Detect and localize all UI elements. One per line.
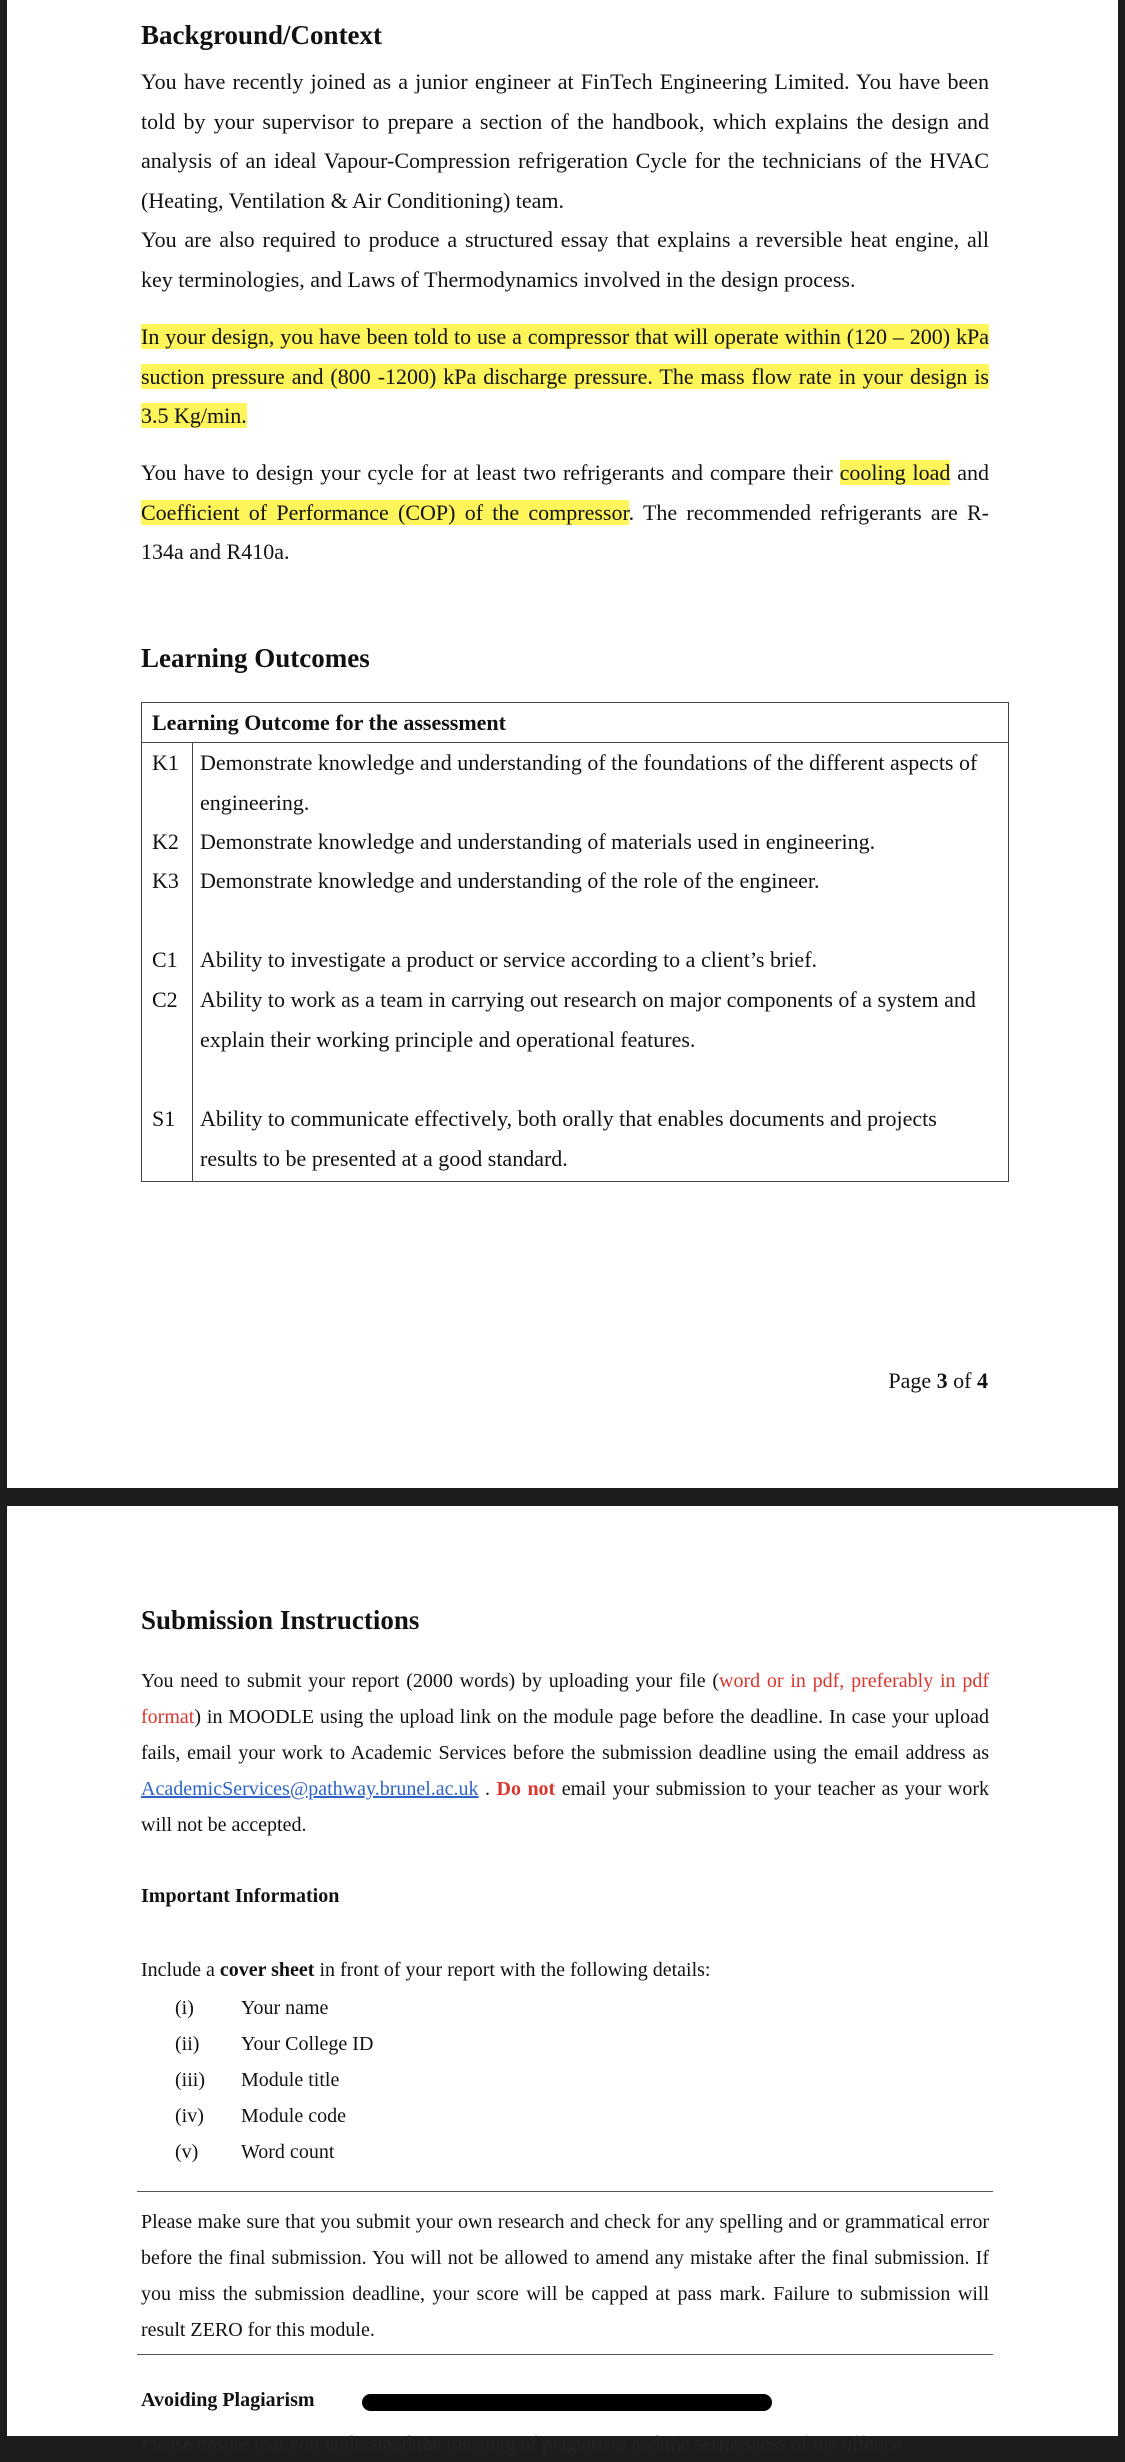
warning-do-not: Do not [496, 1778, 556, 1800]
cover-sheet-bold: cover sheet [219, 1959, 315, 1981]
outcome-text: Ability to investigate a product or service according to a client’s brief. [200, 947, 818, 972]
list-item: (ii) Your College ID [175, 2033, 374, 2055]
document-page-3 [7, 0, 1118, 1488]
submission-section [141, 1663, 989, 1843]
redaction-bar [362, 2394, 772, 2411]
submission-paragraph: You need to submit your report (2000 words) by uploading your file (word or in pdf, preferably in pdf format) in MOODLE using the upload link on the module page before the deadline. In case your upload fails, email your work to Academic Services before the submission deadline using the email address as AcademicServices@pathway.brunel.ac.uk . Do not email your submission to your teacher as your work will not be accepted. [141, 1670, 990, 1836]
submission-heading: Submission Instructions [141, 1605, 420, 1635]
background-paragraph-1: You have recently joined as a junior engineer at FinTech Engineering Limited. You have been told by your supervisor to prepare a section of the handbook, which explains the design and analysis of an ideal Vapour-Compression refrigeration Cycle for the technicians of the HVAC (Heating, Ventilation & Air Conditioning) team. [141, 69, 989, 213]
outcome-code: S1 [152, 1106, 176, 1131]
background-paragraph-2: You are also required to produce a structured essay that explains a reversible heat engine, all key terminologies, and Laws of Thermodynamics involved in the design process. [141, 227, 989, 292]
highlight-cop: Coefficient of Performance (COP) of the compressor [141, 499, 629, 525]
email-link[interactable]: AcademicServices@pathway.brunel.ac.uk [141, 1778, 479, 1800]
background-section [141, 62, 989, 299]
background-heading: Background/Context [141, 20, 383, 50]
divider-top [137, 2191, 993, 2192]
highlighted-requirement: In your design, you have been told to use a compressor that will operate within (120 – 200) kPa suction pressure and (800 -1200) kPa discharge pressure. The mass flow rate in your design is 3.5 Kg/min. [141, 324, 989, 428]
design-requirements [141, 317, 989, 436]
file-format-note: word or in pdf, preferably in pdf format [141, 1670, 989, 1728]
cover-sheet-list [175, 1990, 575, 2170]
outcome-code: C1 [152, 947, 178, 972]
list-item: (iii) Module title [175, 2069, 340, 2091]
list-item: (iv) Module code [175, 2105, 346, 2127]
list-item: (i) Your name [175, 1997, 329, 2019]
divider-bottom [137, 2354, 993, 2355]
page-number: Page 3 of 4 [888, 1368, 988, 1393]
notice-section [141, 2204, 989, 2348]
important-info-heading: Important Information [141, 1885, 340, 1907]
design-task [141, 453, 989, 572]
outcome-text: Demonstrate knowledge and understanding of materials used in engineering. [200, 829, 876, 854]
list-item: (v) Word count [175, 2141, 335, 2163]
cover-sheet-intro: Include a cover sheet in front of your report with the following details: [141, 1959, 711, 1981]
document-page-4 [7, 1506, 1118, 2455]
outcome-code: K1 [152, 750, 179, 775]
outcome-text: Ability to work as a team in carrying out research on major components of a system and explain their working principle and operational features. [200, 987, 976, 1052]
notice-paragraph: Please make sure that you submit your own research and check for any spelling and or grammatical error before the final submission. You will not be allowed to amend any mistake after the final submission. If you miss the submission deadline, your score will be capped at pass mark. Failure to submission will result ZERO for this module. [141, 2211, 989, 2341]
plagiarism-heading: Avoiding Plagiarism [141, 2389, 315, 2411]
learning-outcomes-heading: Learning Outcomes [141, 643, 370, 673]
outcome-text: Demonstrate knowledge and understanding of the role of the engineer. [200, 868, 820, 893]
highlight-cooling-load: cooling load [839, 460, 951, 485]
outcome-code: C2 [152, 987, 178, 1012]
design-paragraph: You have to design your cycle for at least two refrigerants and compare their cooling load and Coefficient of Performance (COP) of the compressor. The recommended refrigerants are R-134a and R410a. [141, 460, 990, 564]
table-header: Learning Outcome for the assessment [142, 703, 1008, 743]
outcome-text: Ability to communicate effectively, both orally that enables documents and projects results to be presented at a good standard. [200, 1106, 937, 1171]
learning-outcomes-table [141, 702, 1009, 1182]
table-column-divider [192, 742, 193, 1181]
outcome-code: K3 [152, 868, 179, 893]
outcome-text: Demonstrate knowledge and understanding of the foundations of the different aspects of engineering. [200, 750, 978, 815]
plagiarism-text-cut: Please ensure that you understand the meaning of plagiarism and the seriousness of the offence [141, 2433, 902, 2455]
outcome-code: K2 [152, 829, 179, 854]
